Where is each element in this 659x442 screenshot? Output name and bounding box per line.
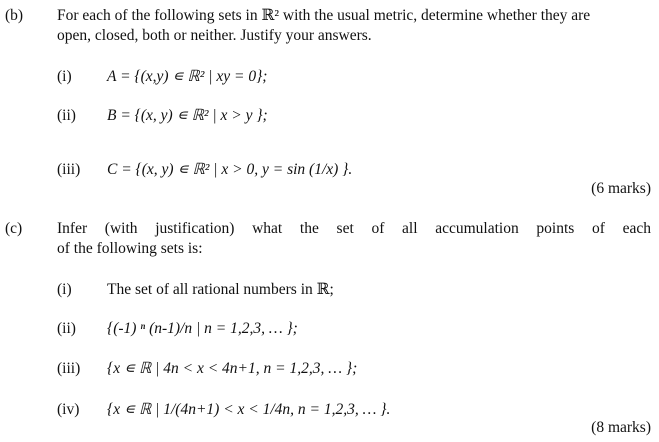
part-c-item-iii-set: {x ∊ ℝ | 4n < x < 4n+1, n = 1,2,3, … }; [107, 360, 358, 377]
part-b-item-iii-number: (iii) [57, 161, 81, 178]
part-c-intro-line2: of the following sets is: [57, 240, 203, 257]
part-c-marks: (8 marks) [591, 419, 651, 436]
part-c-intro-line1: Infer (with justification) what the set of all accumulation points of each [57, 220, 651, 237]
part-c-item-ii-number: (ii) [57, 320, 76, 337]
part-b-label: (b) [5, 7, 24, 24]
part-c-label: (c) [5, 220, 23, 237]
part-c-item-iii-number: (iii) [57, 360, 81, 377]
part-c-item-iv-set: {x ∊ ℝ | 1/(4n+1) < x < 1/4n, n = 1,2,3, … }. [107, 401, 391, 418]
part-b-intro-line1: For each of the following sets in ℝ² with the usual metric, determine whether they are [57, 7, 591, 24]
part-b-item-i-number: (i) [57, 68, 72, 85]
part-b-marks: (6 marks) [591, 180, 651, 197]
part-c-item-i-set: The set of all rational numbers in ℝ; [107, 281, 334, 298]
part-b-intro-line2: open, closed, both or neither. Justify your answers. [57, 27, 372, 44]
part-b-item-i-set: A = {(x,y) ∊ ℝ² | xy = 0}; [107, 68, 268, 85]
part-c-item-i-number: (i) [57, 281, 72, 298]
part-b-item-iii-set: C = {(x, y) ∊ ℝ² | x > 0, y = sin (1/x) }. [107, 161, 353, 178]
part-c-item-iv-number: (iv) [57, 401, 80, 418]
part-b-item-ii-number: (ii) [57, 107, 76, 124]
part-b-item-ii-set: B = {(x, y) ∊ ℝ² | x > y }; [107, 107, 268, 124]
part-c-item-ii-set: {(-1) ⁿ (n-1)/n | n = 1,2,3, … }; [107, 320, 298, 337]
